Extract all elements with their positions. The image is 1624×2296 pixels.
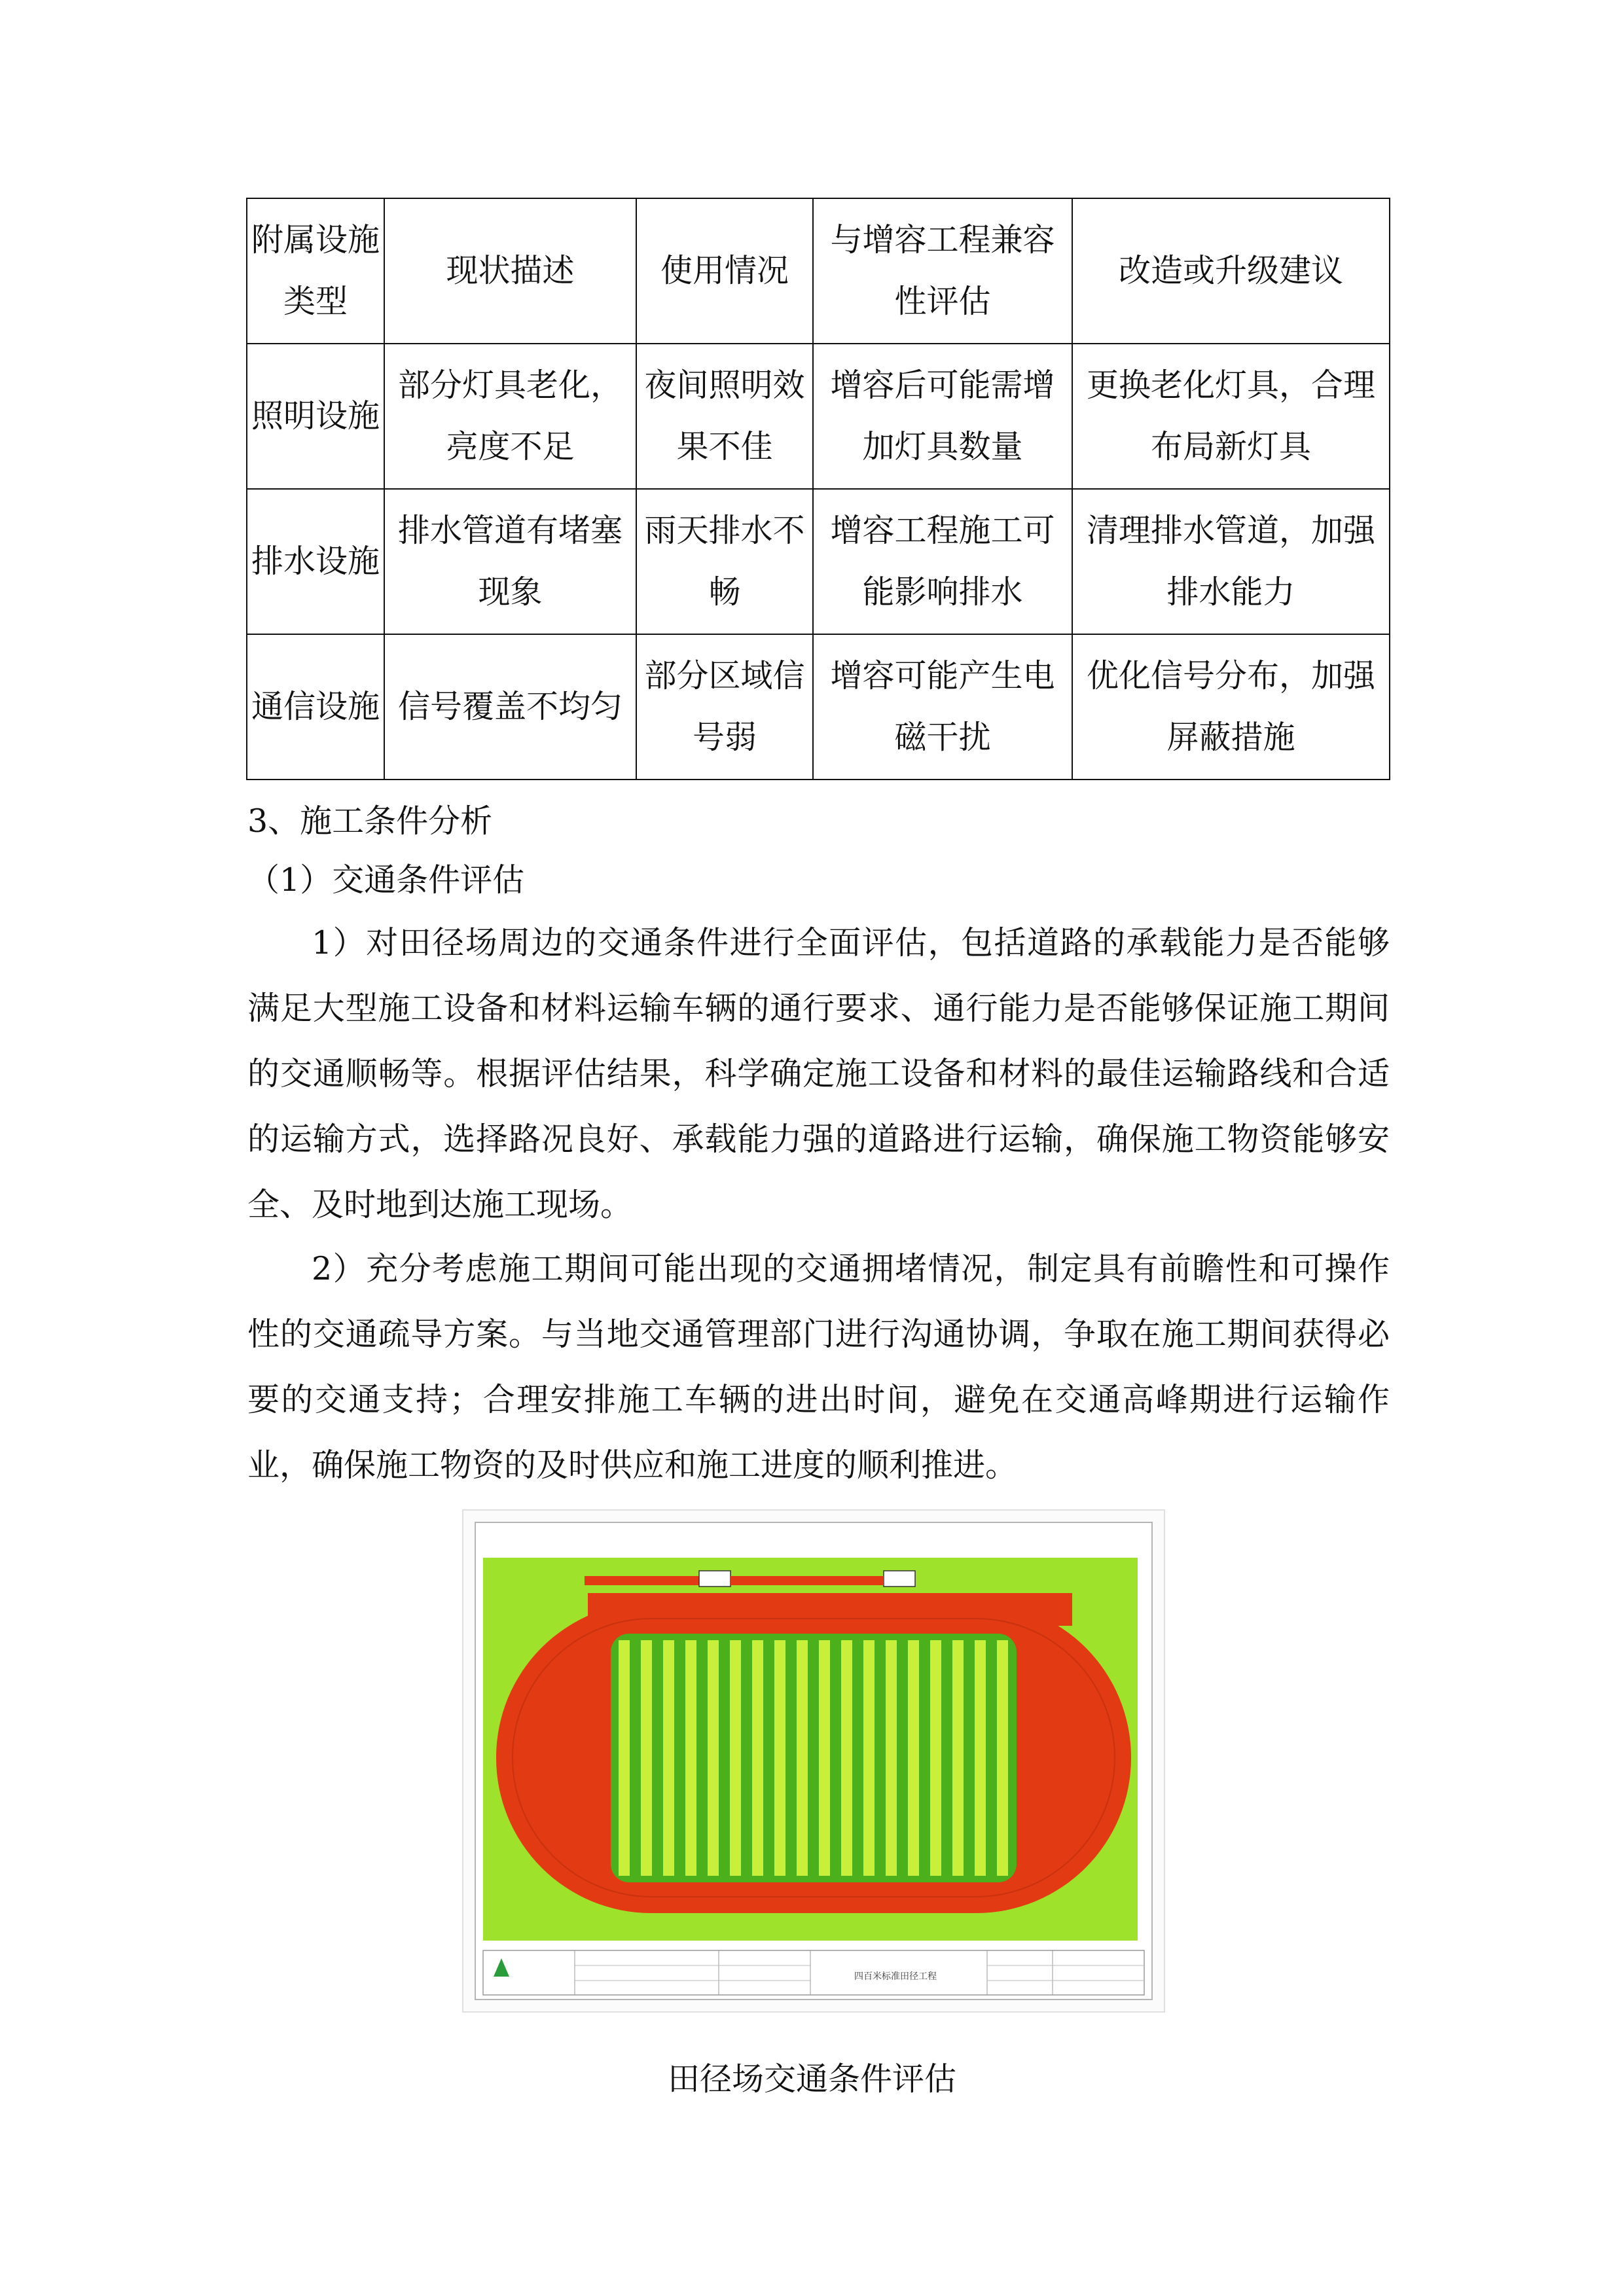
table-cell: 雨天排水不畅 xyxy=(636,489,813,634)
table-cell: 部分灯具老化，亮度不足 xyxy=(384,344,636,489)
table-header-cell: 现状描述 xyxy=(384,198,636,344)
subsection-heading: （1）交通条件评估 xyxy=(247,861,525,899)
table-cell: 信号覆盖不均匀 xyxy=(384,634,636,780)
table-header-cell: 使用情况 xyxy=(636,198,813,344)
table-row xyxy=(247,489,1390,634)
table-cell: 清理排水管道，加强排水能力 xyxy=(1072,489,1390,634)
table-cell: 排水设施 xyxy=(247,489,384,634)
table-cell: 照明设施 xyxy=(247,344,384,489)
table-cell: 更换老化灯具，合理布局新灯具 xyxy=(1072,344,1390,489)
table-cell: 夜间照明效果不佳 xyxy=(636,344,813,489)
table-row xyxy=(247,634,1390,780)
table-header-cell: 附属设施类型 xyxy=(247,198,384,344)
section-heading: 3、施工条件分析 xyxy=(247,802,493,840)
stand-strip-center xyxy=(731,1576,884,1585)
table-row xyxy=(247,344,1390,489)
table-header-cell: 与增容工程兼容性评估 xyxy=(813,198,1072,344)
paragraph-2: 2）充分考虑施工期间可能出现的交通拥堵情况，制定具有前瞻性和可操作性的交通疏导方案。与当地交通管理部门进行沟通协调，争取在施工期间获得必要的交通支持；合理安排施工车辆的进出时间，避免在交通高峰期进行运输作业，确保施工物资的及时供应和施工进度的顺利推进。 xyxy=(247,1250,1390,1484)
stadium-drawing xyxy=(462,1509,1165,2013)
table-cell: 通信设施 xyxy=(247,634,384,780)
table-header-cell: 改造或升级建议 xyxy=(1072,198,1390,344)
drawing-title: 四百米标准田径工程 xyxy=(854,1971,937,1982)
title-block xyxy=(483,1950,1144,1995)
table-cell: 增容可能产生电磁干扰 xyxy=(813,634,1072,780)
paragraph-1: 1）对田径场周边的交通条件进行全面评估，包括道路的承载能力是否能够满足大型施工设备和材料运输车辆的通行要求、通行能力是否能够保证施工期间的交通顺畅等。根据评估结果，科学确定施工设备和材料的最佳运输路线和合适的运输方式，选择路况良好、承载能力强的道路进行运输，确保施工物资能够安全、及时地到达施工现场。 xyxy=(247,924,1390,1223)
stand-block-left xyxy=(699,1571,731,1587)
table-header-row xyxy=(247,198,1390,344)
stadium-svg xyxy=(463,1511,1164,2011)
table-cell: 优化信号分布，加强屏蔽措施 xyxy=(1072,634,1390,780)
table-cell: 排水管道有堵塞现象 xyxy=(384,489,636,634)
table-cell: 增容工程施工可能影响排水 xyxy=(813,489,1072,634)
table-cell: 增容后可能需增加灯具数量 xyxy=(813,344,1072,489)
stand-block-right xyxy=(884,1571,915,1587)
table-cell: 部分区域信号弱 xyxy=(636,634,813,780)
facilities-table xyxy=(246,198,1390,780)
figure-caption: 田径场交通条件评估 xyxy=(667,2060,956,2098)
